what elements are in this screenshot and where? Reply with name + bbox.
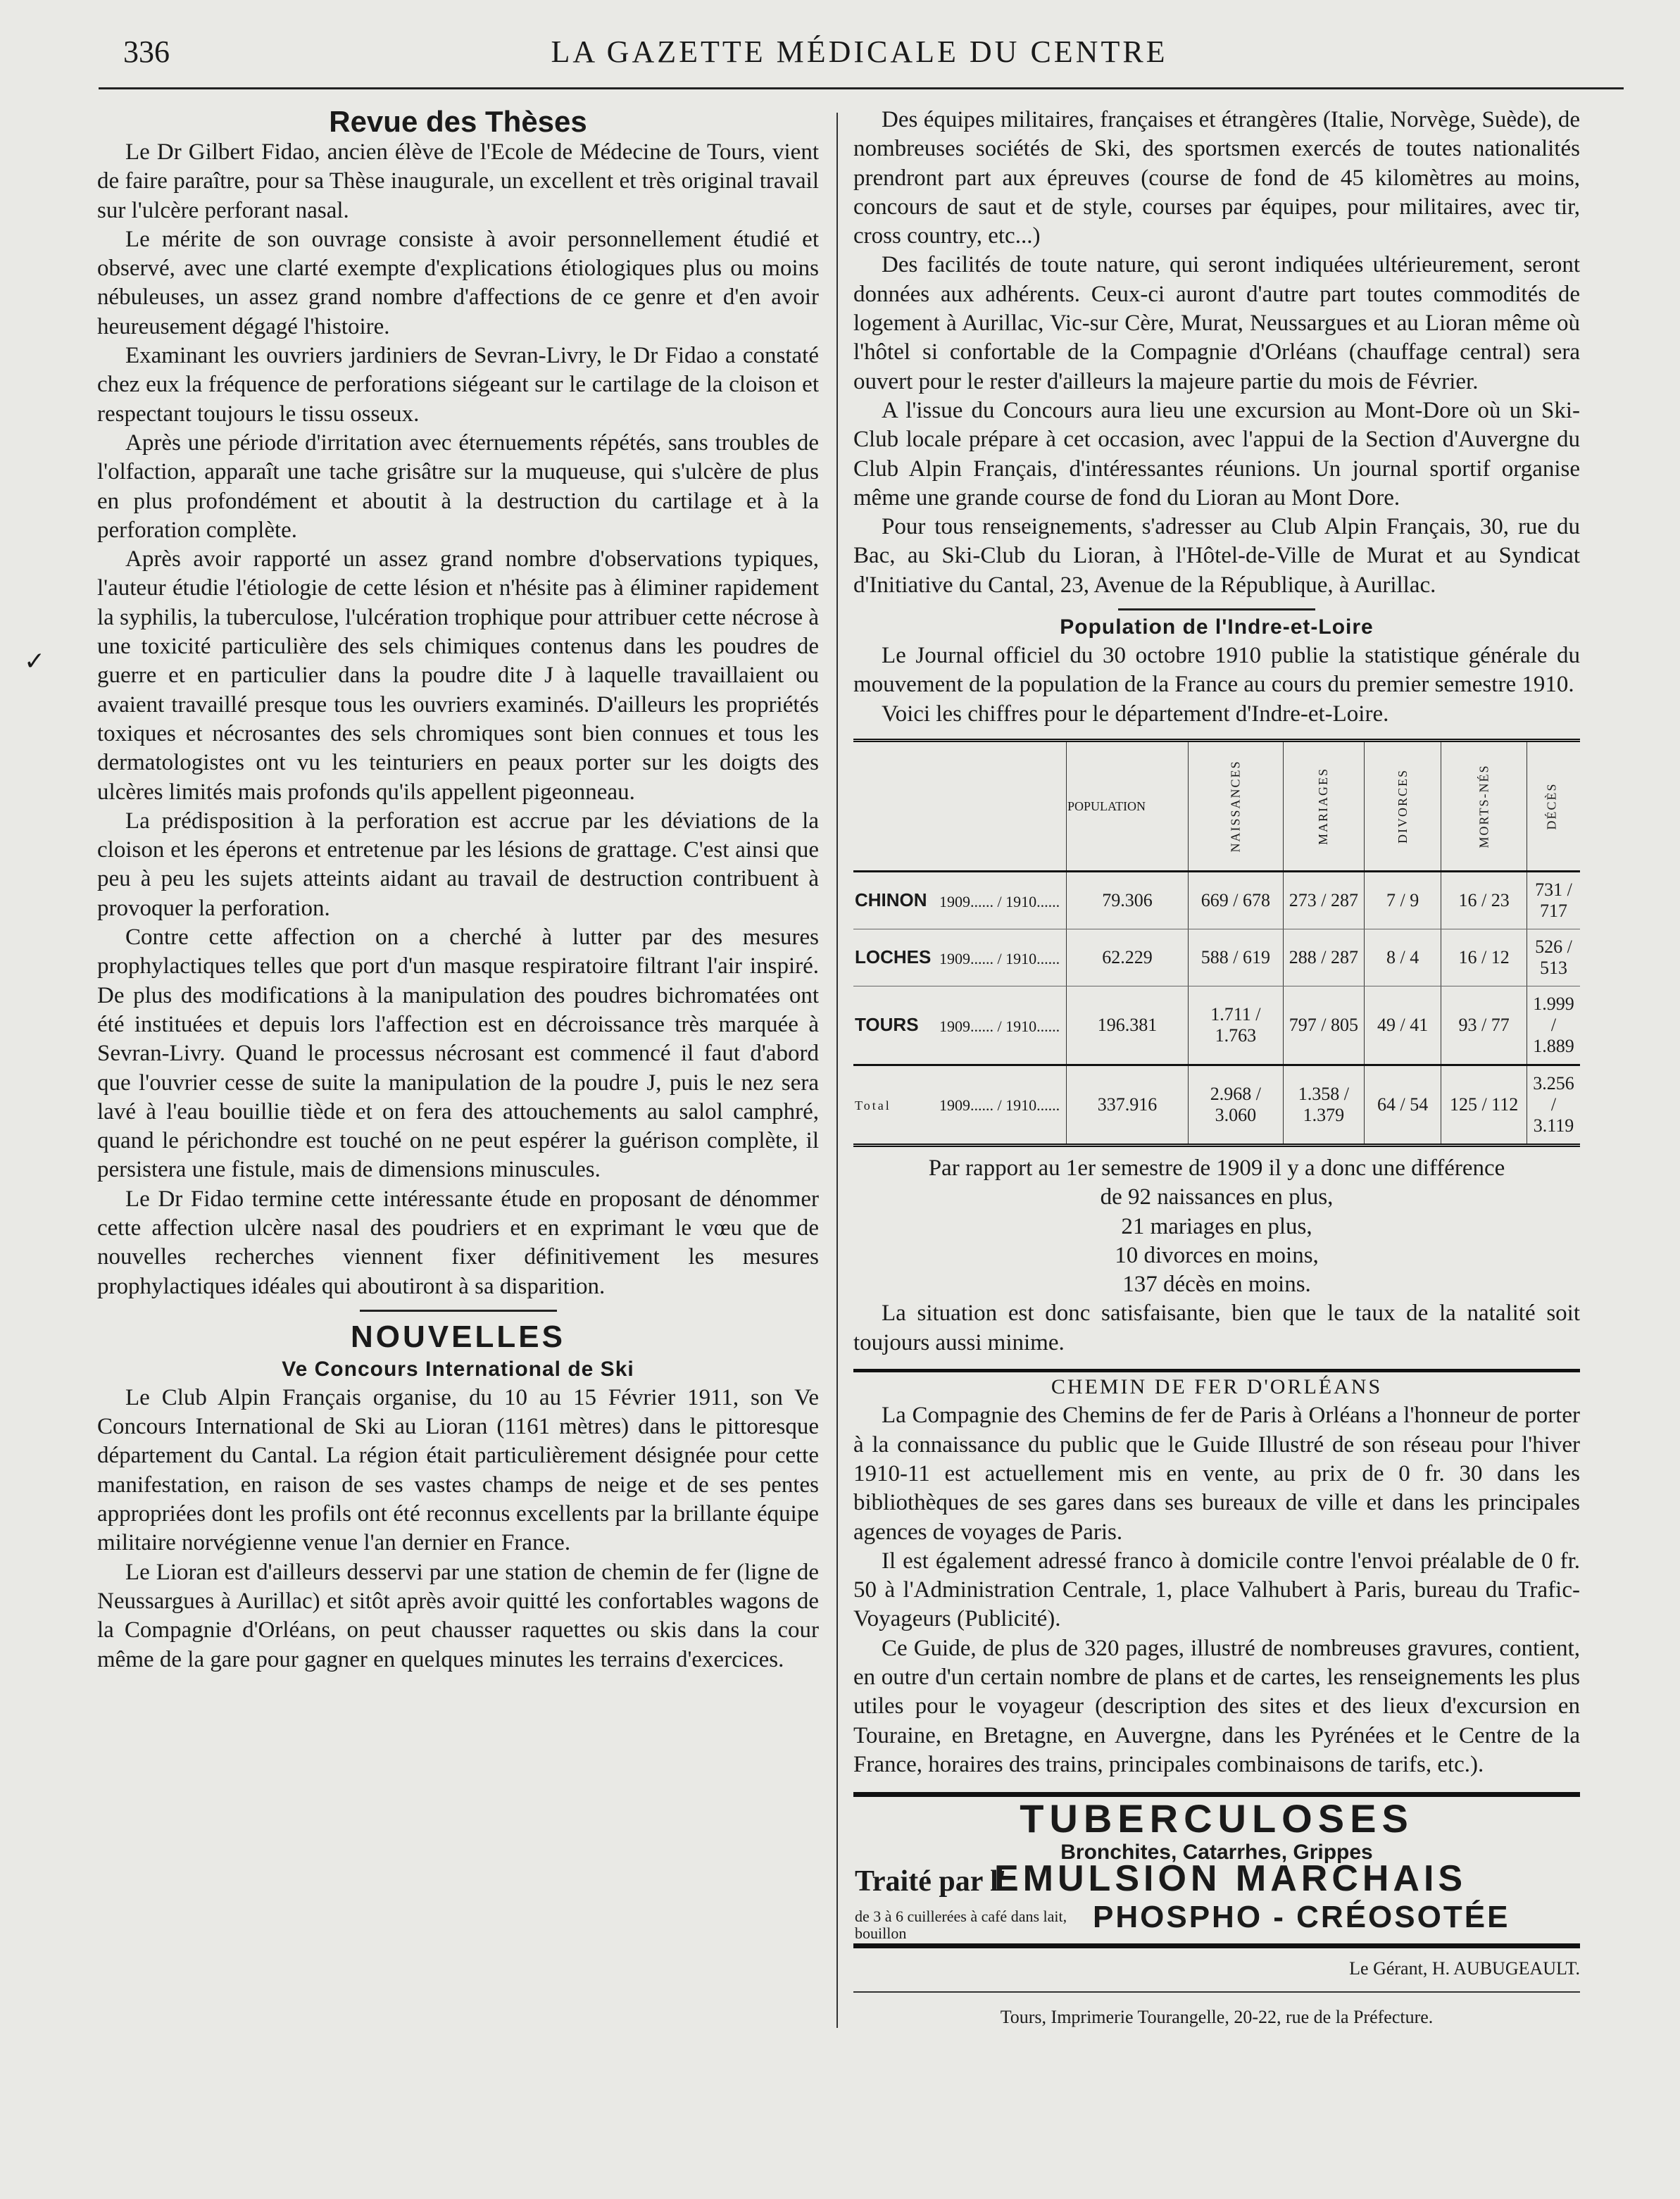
cfo-paragraph: Il est également adressé franco à domicile contre l'envoi préalable de 0 fr. 50 à l'Administration Centrale, 1, place Valhubert à Paris, bureau du Trafic-Voyageurs (Publicité). bbox=[853, 1548, 1580, 1632]
imprimerie-line: Tours, Imprimerie Tourangelle, 20-22, rue de la Préfecture. bbox=[853, 1991, 1580, 2031]
cell-naissances: 588 / 619 bbox=[1189, 929, 1284, 986]
comparison-line: 10 divorces en moins, bbox=[1115, 1242, 1319, 1268]
row-years: 1909...... / 1910...... bbox=[939, 1017, 1060, 1035]
cell-deces: 731 / 717 bbox=[1527, 871, 1580, 929]
row-years: 1909...... / 1910...... bbox=[939, 949, 1060, 967]
header-divorces: DIVORCES bbox=[1365, 740, 1441, 871]
cell-naissances: 2.968 / 3.060 bbox=[1189, 1065, 1284, 1145]
row-city: CHINON bbox=[855, 889, 927, 910]
cell-naissances: 669 / 678 bbox=[1189, 871, 1284, 929]
table-header-row bbox=[853, 740, 1580, 871]
ski-paragraph: Le Lioran est d'ailleurs desservi par une station de chemin de fer (ligne de Neussargues à Aurillac) et sitôt après avoir quitté les confortables wagons de la Compagnie d'Orléans, on peut chausser raquettes ou skis dans la cour même de la gare pour gagner en quelques minutes les terrains d'exercices. bbox=[97, 1559, 819, 1672]
comparison-line: de 92 naissances en plus, bbox=[1100, 1184, 1334, 1210]
cell-population: 196.381 bbox=[1067, 986, 1189, 1065]
situation-paragraph: La situation est donc satisfaisante, bien que le taux de la natalité soit toujours aussi minime. bbox=[853, 1301, 1580, 1355]
ski-paragraph: Le Club Alpin Français organise, du 10 au 15 Février 1911, son Ve Concours International de Ski au Lioran (1161 mètres) dans le pittoresque département du Cantal. La région était particulièrement désignée pour cette manifestation, en raison de ses vastes champs de neige et de ses pentes appropriées dont les profils ont été reconnus excellents par la brillante équipe militaire norvégienne venue l'an dernier en France. bbox=[97, 1384, 819, 1556]
ski-paragraph: A l'issue du Concours aura lieu une excursion au Mont-Dore où un Ski-Club locale prépare à cet occasion, avec l'appui de la Section d'Auvergne du Club Alpin Français, d'intéressantes réunions. Un journal sportif organise même une grande course de fond du Lioran au Mont Dore. bbox=[853, 397, 1580, 510]
row-city: TOURS bbox=[855, 1013, 919, 1035]
cell-population: 79.306 bbox=[1067, 871, 1189, 929]
cell-divorces: 49 / 41 bbox=[1365, 986, 1441, 1065]
cell-morts-nes: 16 / 12 bbox=[1441, 929, 1527, 986]
cell-population: 337.916 bbox=[1067, 1065, 1189, 1145]
comparison-line: Par rapport au 1er semestre de 1909 il y a donc une différence bbox=[928, 1155, 1505, 1181]
ski-title: Ve Concours International de Ski bbox=[282, 1357, 634, 1381]
cell-mariages: 273 / 287 bbox=[1283, 871, 1364, 929]
page-number: 336 bbox=[123, 35, 170, 69]
ski-paragraph: Des équipes militaires, françaises et étrangères (Italie, Norvège, Suède), de nombreuses sociétés de Ski, des sportsmen exercés de toutes nationalités prendront part aux épreuves (course de fond de 45 kilomètres au moins, concours de saut et de style, courses par équipes, pour militaires, avec tir, cross country, etc...) bbox=[853, 107, 1580, 249]
comparison-block bbox=[853, 1154, 1580, 1299]
ad-product-row bbox=[853, 1858, 1580, 1943]
ad-product2: PHOSPHO - CRÉOSOTÉE bbox=[1093, 1900, 1510, 1935]
row-total-label: Total bbox=[855, 1098, 891, 1113]
row-city: LOCHES bbox=[855, 946, 932, 967]
section-divider bbox=[360, 1310, 557, 1312]
cell-morts-nes: 93 / 77 bbox=[1441, 986, 1527, 1065]
theses-paragraph: Le Dr Gilbert Fidao, ancien élève de l'Ecole de Médecine de Tours, vient de faire paraître, pour sa Thèse inaugurale, un excellent et très original travail sur l'ulcère perforant nasal. bbox=[97, 139, 819, 223]
header-rule bbox=[99, 87, 1624, 89]
cell-deces: 1.999 / 1.889 bbox=[1527, 986, 1580, 1065]
population-table bbox=[853, 739, 1580, 1147]
population-table-wrap bbox=[853, 739, 1580, 1147]
theses-paragraph: Après avoir rapporté un assez grand nombre d'observations typiques, l'auteur étudie l'étiologie de cette lésion et n'hésite pas à éliminer rapidement la syphilis, la tuberculose, l'ulcération trophique pour attribuer cette nécrose à une toxicité particulière des sels chimiques contenus dans les poudres de guerre et en particulier dans la poudre dite J à laquelle travaillaient ou avaient travaillé presque tous les ouvriers examinés. D'ailleurs les propriétés toxiques et nécrosantes des sels chromiques sont bien connues et tous les dermatologistes ont vu les teinturiers en peaux porter sur les doigts des ulcères limités mais profonds qu'ils appellent pigeonneau. bbox=[97, 546, 819, 805]
theses-title: Revue des Thèses bbox=[329, 105, 587, 138]
population-title: Population de l'Indre-et-Loire bbox=[1060, 615, 1374, 639]
nouvelles-title: NOUVELLES bbox=[351, 1319, 565, 1354]
cell-mariages: 797 / 805 bbox=[1283, 986, 1364, 1065]
cell-deces: 526 / 513 bbox=[1527, 929, 1580, 986]
header-deces: DÉCÈS bbox=[1527, 740, 1580, 871]
advertisement bbox=[853, 1792, 1580, 1948]
header-morts-nes: MORTS-NÉS bbox=[1441, 740, 1527, 871]
row-years: 1909...... / 1910...... bbox=[939, 892, 1060, 910]
section-divider bbox=[1118, 608, 1315, 610]
cfo-title: CHEMIN DE FER D'ORLÉANS bbox=[853, 1369, 1580, 1401]
header-mariages: MARIAGES bbox=[1283, 740, 1364, 871]
theses-paragraph: La prédisposition à la perforation est accrue par les déviations de la cloison et les éperons et entretenue par les lésions de grattage. C'est ainsi que peu à peu les sujets atteints aidant au travail de destruction contribuent à provoquer la perforation. bbox=[97, 808, 819, 921]
cell-mariages: 1.358 / 1.379 bbox=[1283, 1065, 1364, 1145]
cell-divorces: 8 / 4 bbox=[1365, 929, 1441, 986]
theses-paragraph: Après une période d'irritation avec éternuements répétés, sans troubles de l'olfaction, apparaît une tache grisâtre sur la muqueuse, qui s'ulcère de plus en plus profondément et aboutit à la destruction du cartilage et à la perforation complète. bbox=[97, 430, 819, 543]
margin-mark: ✓ bbox=[24, 647, 46, 675]
column-divider bbox=[836, 113, 838, 2028]
header-population: POPULATION bbox=[1067, 740, 1189, 871]
ad-product: EMULSION MARCHAIS bbox=[994, 1858, 1467, 1900]
ad-bottom-rule bbox=[853, 1943, 1580, 1948]
ad-traite: Traité par l' bbox=[855, 1865, 1007, 1898]
header-naissances: NAISSANCES bbox=[1189, 740, 1284, 871]
ad-headline: TUBERCULOSES bbox=[1020, 1796, 1414, 1841]
table-row bbox=[853, 871, 1580, 929]
gerant-line: Le Gérant, H. AUBUGEAULT. bbox=[1349, 1958, 1580, 1979]
page-header bbox=[123, 34, 1596, 76]
ski-paragraph: Des facilités de toute nature, qui seront indiquées ultérieurement, seront données aux adhérents. Ceux-ci auront d'autre part toutes commodités de logement à Aurillac, Vic-sur Cère, Murat, Neussargues et au Lioran même où l'hôtel si confortable de la Compagnie d'Orléans (chauffage central) sera ouvert pour le rester d'ailleurs la majeure partie du mois de Février. bbox=[853, 252, 1580, 394]
theses-paragraph: Contre cette affection on a cherché à lutter par des mesures prophylactiques telles que port d'un masque respiratoire filtrant l'air inspiré. De plus des modifications à la manipulation des poudres bichromatées ont été instituées et depuis lors l'affection est en décroissance très marquée à Sevran-Livry. Quand le processus nécrosant est commencé il faut d'abord que l'ouvrier cesse de suite la manipulation de la poudre J, puis le nez sera lavé à l'eau bouillie tiède et on fera des attouchements au salol camphré, quand le périchondre est touché on ne peut espérer la guérison complète, il persistera une fistule, mais de dimensions minuscules. bbox=[97, 925, 819, 1183]
table-row bbox=[853, 986, 1580, 1065]
ad-dosage: de 3 à 6 cuillerées à café dans lait, bouillon bbox=[855, 1907, 1067, 1943]
cfo-paragraph: Ce Guide, de plus de 320 pages, illustré de nombreuses gravures, contient, en outre d'un certain nombre de plans et de cartes, les renseignements les plus utiles pour le voyageur (description des sites et des lieux d'excursion en Touraine, en Bretagne, en Auvergne, dans les Pyrénées et le Centre de la France, horaires des trains, principales combinaisons de tarifs, etc.). bbox=[853, 1635, 1580, 1777]
comparison-line: 137 décès en moins. bbox=[1122, 1272, 1311, 1298]
right-column bbox=[853, 106, 1580, 2032]
cell-mariages: 288 / 287 bbox=[1283, 929, 1364, 986]
cfo-paragraph: La Compagnie des Chemins de fer de Paris à Orléans a l'honneur de porter à la connaissance du public que le Guide Illustré de son réseau pour l'hiver 1910-11 est actuellement mis en vente, au prix de 0 fr. 30 dans les bibliothèques de ses gares dans ses bureaux de ville et dans les principales agences de voyages de Paris. bbox=[853, 1403, 1580, 1545]
table-row bbox=[853, 929, 1580, 986]
table-total-row bbox=[853, 1065, 1580, 1145]
cell-divorces: 7 / 9 bbox=[1365, 871, 1441, 929]
cell-morts-nes: 125 / 112 bbox=[1441, 1065, 1527, 1145]
cell-deces: 3.256 / 3.119 bbox=[1527, 1065, 1580, 1145]
theses-paragraph: Le mérite de son ouvrage consiste à avoir personnellement étudié et observé, avec une clarté exempte d'explications étiologiques plus ou moins nébuleuses, un assez grand nombre d'affections de ce genre et d'en avoir heureusement dégagé l'histoire. bbox=[97, 226, 819, 339]
comparison-line: 21 mariages en plus, bbox=[1121, 1213, 1312, 1239]
ad-subheadline: Bronchites, Catarrhes, Grippes bbox=[1060, 1841, 1373, 1865]
population-paragraph: Le Journal officiel du 30 octobre 1910 publie la statistique générale du mouvement de la population de la France au cours du premier semestre 1910. bbox=[853, 643, 1580, 698]
ski-paragraph: Pour tous renseignements, s'adresser au Club Alpin Français, 30, rue du Bac, au Ski-Club du Lioran, à l'Hôtel-de-Ville de Murat et au Syndicat d'Initiative du Cantal, 23, Avenue de la République, à Aurillac. bbox=[853, 514, 1580, 598]
cell-naissances: 1.711 / 1.763 bbox=[1189, 986, 1284, 1065]
header-blank bbox=[853, 740, 1067, 871]
theses-paragraph: Examinant les ouvriers jardiniers de Sevran-Livry, le Dr Fidao a constaté chez eux la fréquence de perforations siégeant sur le cartilage de la cloison et respectant toujours le tissu osseux. bbox=[97, 343, 819, 427]
cell-population: 62.229 bbox=[1067, 929, 1189, 986]
theses-paragraph: Le Dr Fidao termine cette intéressante étude en proposant de dénommer cette affection ulcère nasal des poudriers et en exprimant le vœu que de nouvelles recherches viennent fixer définitivement les mesures prophylactiques idéales qui aboutiront à sa disparition. bbox=[97, 1186, 819, 1299]
cell-morts-nes: 16 / 23 bbox=[1441, 871, 1527, 929]
population-paragraph: Voici les chiffres pour le département d'Indre-et-Loire. bbox=[882, 701, 1389, 727]
cell-divorces: 64 / 54 bbox=[1365, 1065, 1441, 1145]
left-column bbox=[97, 106, 819, 1674]
row-years: 1909...... / 1910...... bbox=[939, 1096, 1060, 1114]
journal-title: LA GAZETTE MÉDICALE DU CENTRE bbox=[551, 35, 1168, 69]
